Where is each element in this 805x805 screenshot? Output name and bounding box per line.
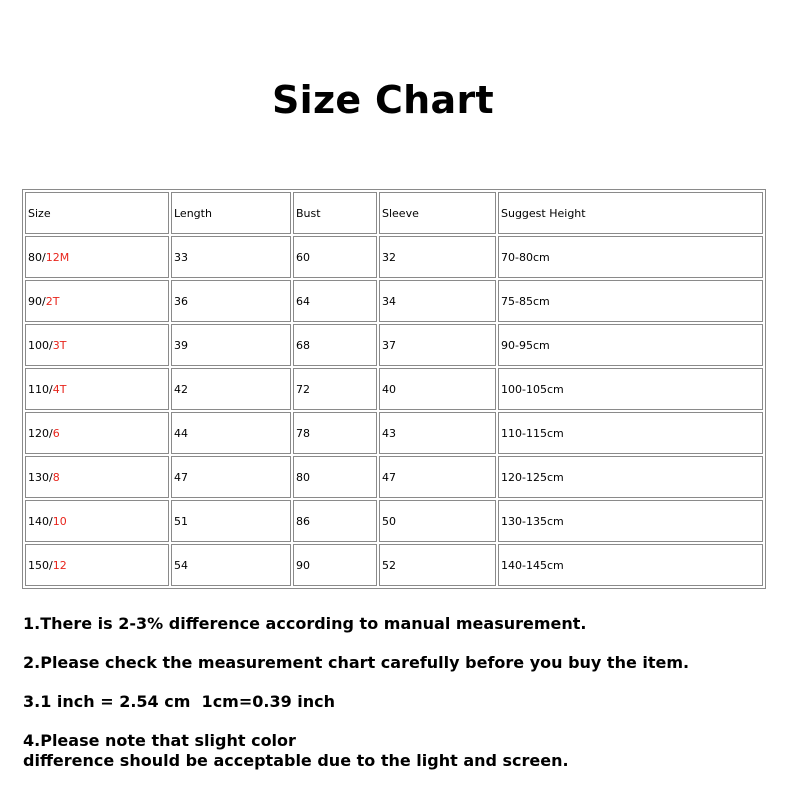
table-row xyxy=(25,412,763,454)
size-alt: 8 xyxy=(52,470,60,484)
bust-cell: 60 xyxy=(293,236,377,278)
page-title: Size Chart xyxy=(271,78,494,122)
sleeve-cell: 32 xyxy=(379,236,496,278)
bust-cell: 86 xyxy=(293,500,377,542)
table-row xyxy=(25,236,763,278)
length-cell: 39 xyxy=(171,324,291,366)
suggest-height-cell: 75-85cm xyxy=(498,280,763,322)
suggest-height-cell: 120-125cm xyxy=(498,456,763,498)
bust-cell: 80 xyxy=(293,456,377,498)
size-cm: 150/ xyxy=(28,558,53,572)
size-alt: 3T xyxy=(52,338,67,352)
sleeve-cell: 34 xyxy=(379,280,496,322)
size-cm: 130/ xyxy=(28,470,53,484)
size-cell xyxy=(25,236,169,278)
size-cell xyxy=(25,324,169,366)
size-alt: 4T xyxy=(52,382,67,396)
size-cell xyxy=(25,500,169,542)
bust-cell: 64 xyxy=(293,280,377,322)
size-cell xyxy=(25,280,169,322)
length-cell: 33 xyxy=(171,236,291,278)
header-suggest-height: Suggest Height xyxy=(498,192,763,234)
sleeve-cell: 37 xyxy=(379,324,496,366)
size-alt: 2T xyxy=(45,294,60,308)
size-cell xyxy=(25,368,169,410)
suggest-height-cell: 140-145cm xyxy=(498,544,763,586)
header-size: Size xyxy=(25,192,169,234)
note-1: 1.There is 2-3% difference according to manual measurement. xyxy=(23,614,587,633)
size-chart-table xyxy=(22,189,766,589)
table-row xyxy=(25,500,763,542)
length-cell: 51 xyxy=(171,500,291,542)
header-row xyxy=(25,192,763,234)
size-alt: 12M xyxy=(45,250,70,264)
header-length: Length xyxy=(171,192,291,234)
length-cell: 47 xyxy=(171,456,291,498)
suggest-height-cell: 100-105cm xyxy=(498,368,763,410)
note-4-line-1: 4.Please note that slight color xyxy=(23,731,296,750)
suggest-height-cell: 70-80cm xyxy=(498,236,763,278)
length-cell: 44 xyxy=(171,412,291,454)
size-cm: 120/ xyxy=(28,426,53,440)
size-cm: 140/ xyxy=(28,514,53,528)
note-4 xyxy=(23,731,793,771)
size-cm: 90/ xyxy=(28,294,46,308)
note-2: 2.Please check the measurement chart carefully before you buy the item. xyxy=(23,653,690,672)
note-3: 3.1 inch = 2.54 cm 1cm=0.39 inch xyxy=(23,692,336,711)
length-cell: 54 xyxy=(171,544,291,586)
notes-section xyxy=(23,614,793,771)
suggest-height-cell: 130-135cm xyxy=(498,500,763,542)
length-cell: 36 xyxy=(171,280,291,322)
sleeve-cell: 43 xyxy=(379,412,496,454)
size-cm: 100/ xyxy=(28,338,53,352)
size-cell xyxy=(25,544,169,586)
table-row xyxy=(25,280,763,322)
header-sleeve: Sleeve xyxy=(379,192,496,234)
size-alt: 6 xyxy=(52,426,60,440)
size-alt: 10 xyxy=(52,514,67,528)
bust-cell: 90 xyxy=(293,544,377,586)
size-cell xyxy=(25,456,169,498)
suggest-height-cell: 110-115cm xyxy=(498,412,763,454)
table-row xyxy=(25,456,763,498)
sleeve-cell: 47 xyxy=(379,456,496,498)
size-alt: 12 xyxy=(52,558,67,572)
bust-cell: 68 xyxy=(293,324,377,366)
table-row xyxy=(25,324,763,366)
table-row xyxy=(25,544,763,586)
bust-cell: 72 xyxy=(293,368,377,410)
suggest-height-cell: 90-95cm xyxy=(498,324,763,366)
table-row xyxy=(25,368,763,410)
size-cm: 80/ xyxy=(28,250,46,264)
note-4-line-2: difference should be acceptable due to the light and screen. xyxy=(23,751,569,770)
sleeve-cell: 52 xyxy=(379,544,496,586)
bust-cell: 78 xyxy=(293,412,377,454)
size-cm: 110/ xyxy=(28,382,53,396)
length-cell: 42 xyxy=(171,368,291,410)
size-cell xyxy=(25,412,169,454)
sleeve-cell: 50 xyxy=(379,500,496,542)
sleeve-cell: 40 xyxy=(379,368,496,410)
header-bust: Bust xyxy=(293,192,377,234)
